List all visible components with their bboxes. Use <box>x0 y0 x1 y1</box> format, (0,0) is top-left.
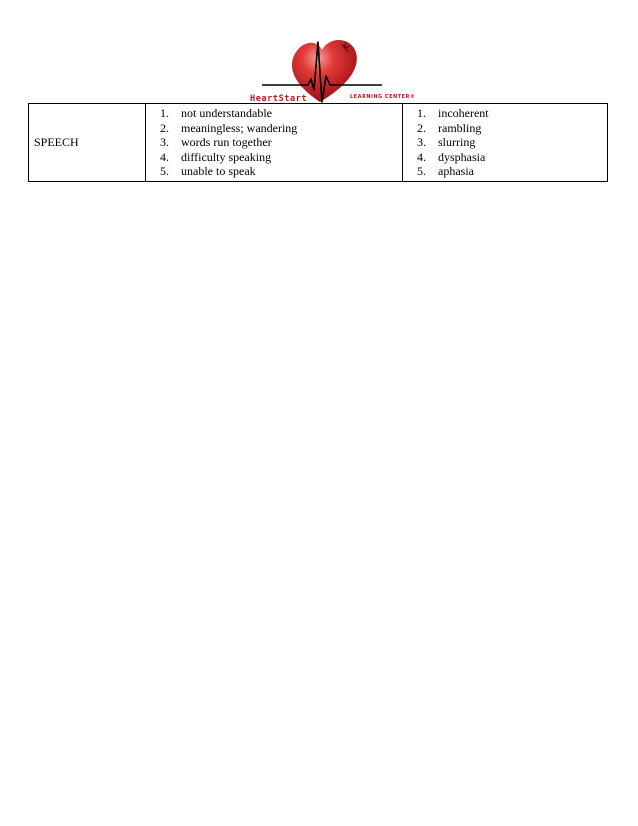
list-item: 3. words run together <box>160 135 272 150</box>
assessment-table <box>28 103 608 182</box>
list-item: 1. not understandable <box>160 106 272 120</box>
list-item: 2. rambling <box>417 120 482 135</box>
column-b <box>403 104 608 182</box>
list-item: 2. meaningless; wandering <box>160 120 298 135</box>
list-item: 1. incoherent <box>417 106 489 120</box>
list-item: 5. unable to speak <box>160 164 256 179</box>
column-a <box>146 104 403 182</box>
list-item: 5. aphasia <box>417 164 474 179</box>
list-item: 3. slurring <box>417 135 476 150</box>
list-item: 4. dysphasia <box>417 149 486 164</box>
row-label: SPEECH <box>29 104 146 182</box>
list-item: 4. difficulty speaking <box>160 149 272 164</box>
table-row <box>29 104 608 182</box>
brand-tagline: LEARNING CENTER® <box>350 94 416 100</box>
column-b-list <box>403 104 607 181</box>
brand-name: HeartStart <box>250 94 308 104</box>
column-a-list <box>146 104 402 181</box>
